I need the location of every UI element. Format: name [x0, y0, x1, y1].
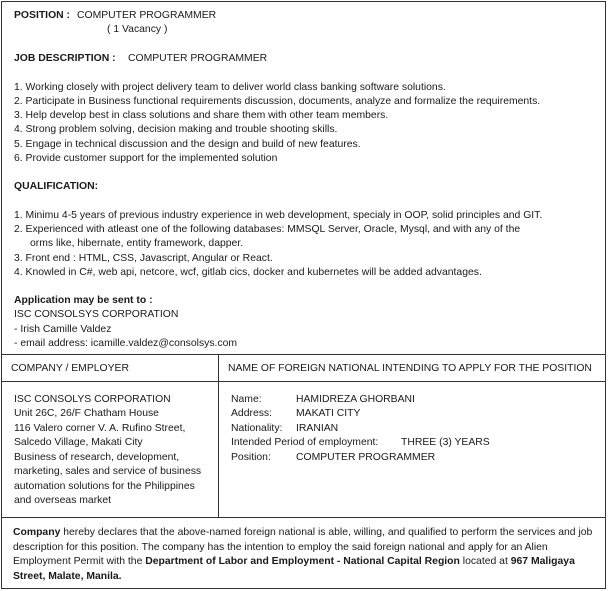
job-description-value: COMPUTER PROGRAMMER	[128, 53, 268, 64]
national-address-label: Address:	[231, 408, 273, 419]
qualification-item-1: 1. Minimu 4-5 years of previous industry experience in web development, specialy in OOP, solid principles and GIT.	[14, 210, 543, 221]
job-item-4: 4. Strong problem solving, decision making and trouble shooting skills.	[14, 124, 338, 135]
national-name: HAMIDREZA GHORBANI	[296, 394, 415, 405]
declaration-text-2: located at	[459, 556, 511, 567]
national-nationality: IRANIAN	[296, 423, 339, 434]
declaration-text-1: hereby declares that the above-named foreign national is able, willing, and qualified to perform the services and job description for this position. The company has the intention to employ the said foreign national and apply for an Alien Employment Permit with the	[13, 527, 593, 567]
table-header-border	[2, 381, 605, 382]
declaration-address: 967 Maligaya Street, Malate, Manila.	[13, 556, 575, 582]
company-line-7: automation solutions for the Philippines	[14, 481, 195, 492]
application-label: Application may be sent to :	[14, 295, 153, 306]
national-period-label: Intended Period of employment:	[231, 437, 379, 448]
national-period: THREE (3) YEARS	[401, 437, 490, 448]
national-name-label: Name:	[231, 394, 262, 405]
declaration-dole: Department of Labor and Employment - National Capital Region	[145, 556, 460, 567]
application-company: ISC CONSOLSYS CORPORATION	[14, 309, 179, 320]
company-line-1: ISC CONSOLYS CORPORATION	[14, 394, 171, 405]
qualification-label: QUALIFICATION:	[14, 181, 99, 192]
table-bottom-border	[2, 517, 605, 518]
job-item-6: 6. Provide customer support for the implemented solution	[14, 153, 278, 164]
job-posting-document	[1, 1, 606, 589]
qualification-item-4: 4. Knowled in C#, web api, netcore, wcf, gitlab cics, docker and kubernetes will be added advantages.	[14, 267, 482, 278]
job-item-2: 2. Participate in Business functional requirements discussion, documents, analyze and formalize the requirements.	[14, 96, 541, 107]
national-nationality-label: Nationality:	[231, 423, 283, 434]
national-position-label: Position:	[231, 452, 271, 463]
vacancy-count: ( 1 Vacancy )	[107, 24, 168, 35]
position-value: COMPUTER PROGRAMMER	[77, 10, 217, 21]
position-label: POSITION :	[14, 10, 70, 21]
company-line-8: and overseas market	[14, 495, 112, 506]
table-column-divider	[218, 354, 219, 518]
declaration-company-word: Company	[13, 527, 61, 538]
job-item-5: 5. Engage in technical discussion and the design and build of new features.	[14, 139, 361, 150]
company-declaration	[13, 526, 603, 584]
national-address: MAKATI CITY	[296, 408, 361, 419]
national-position: COMPUTER PROGRAMMER	[296, 452, 436, 463]
job-item-1: 1. Working closely with project delivery team to deliver world class banking software solutions.	[14, 82, 446, 93]
qualification-item-3: 3. Front end : HTML, CSS, Javascript, Angular or React.	[14, 253, 273, 264]
job-description-label: JOB DESCRIPTION :	[14, 53, 116, 64]
job-item-3: 3. Help develop best in class solutions and share them with other team members.	[14, 110, 389, 121]
application-email: - email address: icamille.valdez@consolsys.com	[14, 338, 238, 349]
company-line-4: Salcedo Village, Makati City	[14, 437, 143, 448]
application-contact: - Irish Camille Valdez	[14, 324, 112, 335]
company-line-6: marketing, sales and service of business	[14, 466, 202, 477]
company-line-5: Business of research, development,	[14, 452, 180, 463]
foreign-national-header: NAME OF FOREIGN NATIONAL INTENDING TO APPLY FOR THE POSITION	[228, 363, 592, 374]
company-line-2: Unit 26C, 26/F Chatham House	[14, 408, 159, 419]
company-employer-header: COMPANY / EMPLOYER	[11, 363, 129, 374]
qualification-item-2: 2. Experienced with atleast one of the following databases: MMSQL Server, Oracle, Mysql, and with any of the	[14, 224, 521, 235]
company-line-3: 116 Valero corner V. A. Rufino Street,	[14, 423, 186, 434]
table-top-border	[2, 354, 605, 355]
qualification-item-2-cont: orms like, hibernate, entity framework, dapper.	[30, 238, 244, 249]
